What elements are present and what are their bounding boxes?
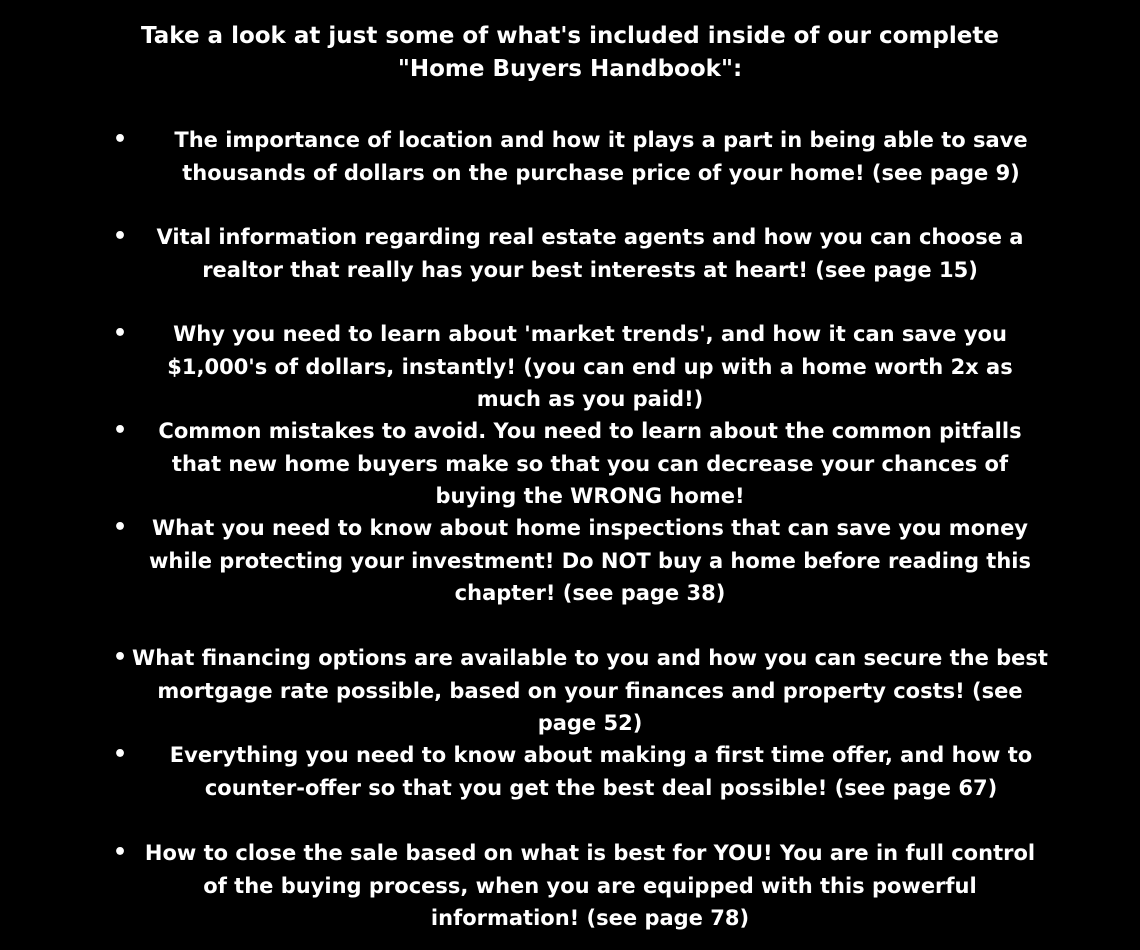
list-item: Common mistakes to avoid. You need to learn about the common pitfalls that new home buyers make so that you can decrease your chances of buying the WRONG home! (158, 419, 1022, 508)
list-item: The importance of location and how it plays a part in being able to save thousands of dollars on the purchase price of your home! (see page 9) (174, 128, 1028, 185)
bullet-icon: • (112, 127, 128, 152)
list-item: Why you need to learn about 'market trends', and how it can save you $1,000's of dollars, instantly! (you can end up with a home worth 2x as much as you paid!) (167, 322, 1013, 411)
bullet-icon: • (112, 321, 128, 346)
bullet-icon: • (112, 645, 128, 670)
list-item: What you need to know about home inspections that can save you money while protecting your investment! Do NOT buy a home before reading this chapter! (see page 38) (149, 516, 1031, 605)
list-item: Everything you need to know about making a first time offer, and how to counter-offer so that you get the best deal possible! (see page 67) (169, 743, 1033, 800)
bullet-icon: • (112, 840, 128, 865)
list-item: Vital information regarding real estate agents and how you can choose a realtor that really has your best interests at heart! (see page 15) (156, 225, 1024, 282)
bullet-icon: • (112, 742, 128, 767)
list-item: What financing options are available to you and how you can secure the best mortgage rate possible, based on your finances and property costs! (see page 52) (132, 646, 1048, 735)
bullet-icon: • (112, 224, 128, 249)
bullet-icon: • (112, 515, 128, 540)
list-item: How to close the sale based on what is best for YOU! You are in full control of the buying process, when you are equipped with this powerful information! (see page 78) (144, 841, 1036, 930)
bullet-icon: • (112, 418, 128, 443)
intro-heading: Take a look at just some of what's included inside of our complete "Home Buyers Handbook": (141, 23, 999, 82)
